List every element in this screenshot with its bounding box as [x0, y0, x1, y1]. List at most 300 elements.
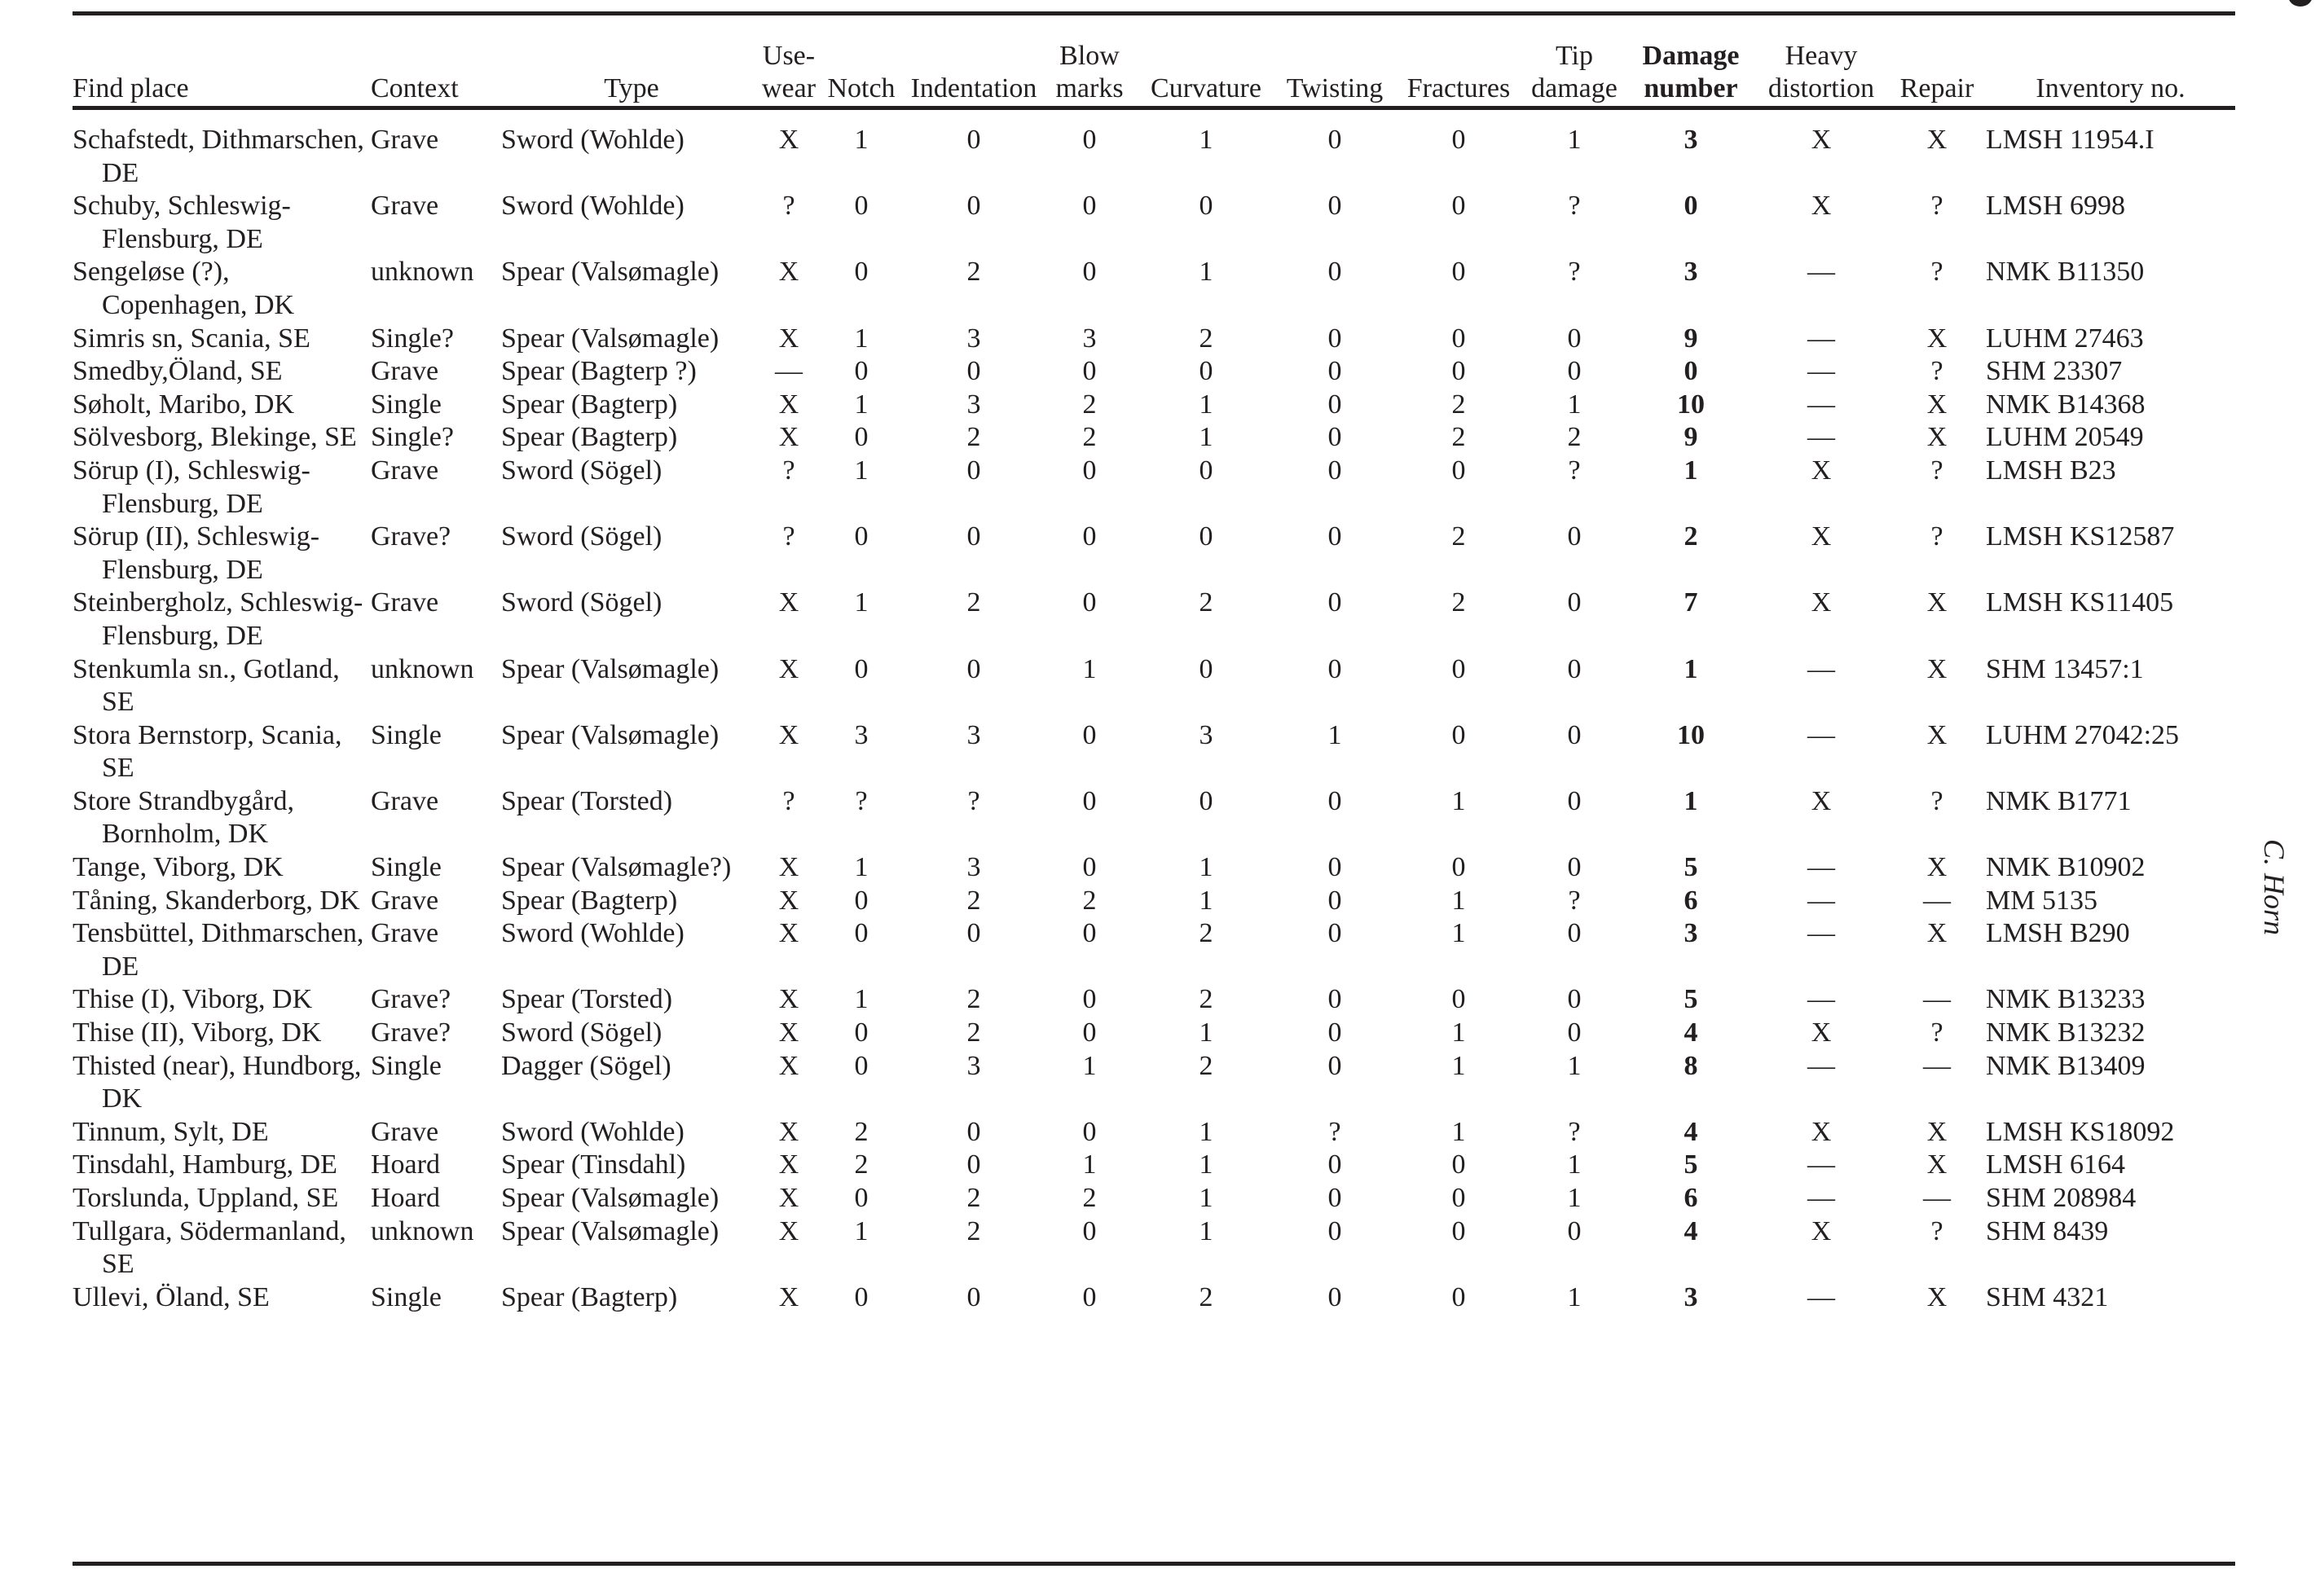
cell-repair: ?	[1930, 785, 1943, 816]
cell-heavy-distortion: —	[1807, 984, 1835, 1015]
cell-damage-number: 3	[1684, 257, 1698, 288]
cell-curvature: 2	[1199, 323, 1213, 354]
cell-find-place: Sörup (II), Schleswig-Flensburg, DE	[73, 521, 320, 585]
cell-tip-damage: 0	[1567, 918, 1582, 949]
cell-notch: 1	[854, 389, 869, 420]
cell-context: Grave?	[371, 521, 451, 552]
cell-type: Spear (Torsted)	[501, 984, 673, 1015]
cell-curvature: 1	[1199, 1215, 1213, 1246]
cell-type: Spear (Tinsdahl)	[501, 1149, 686, 1180]
cell-heavy-distortion: —	[1807, 1050, 1835, 1081]
cell-inventory-no: LUHM 20549	[1986, 422, 2144, 453]
cell-repair: X	[1926, 1281, 1948, 1312]
cell-use-wear: X	[778, 653, 799, 684]
cell-find-place: Schuby, Schleswig-Flensburg, DE	[73, 191, 291, 254]
cell-blow-marks: 0	[1082, 191, 1097, 222]
cell-blow-marks: 0	[1082, 918, 1097, 949]
cell-context: Grave	[371, 125, 439, 155]
cell-notch: 0	[854, 653, 869, 684]
header-row	[73, 15, 2235, 112]
cell-notch: 0	[854, 1183, 869, 1213]
cell-twisting: 0	[1327, 455, 1342, 486]
cell-use-wear: X	[778, 389, 799, 420]
cell-type: Spear (Bagterp ?)	[501, 356, 697, 387]
cell-indentation: 2	[966, 587, 981, 618]
cell-use-wear: X	[778, 852, 799, 883]
cell-curvature: 1	[1199, 125, 1213, 155]
col-header-type: Type	[604, 73, 659, 104]
cell-curvature: 1	[1199, 1116, 1213, 1147]
cell-notch: 1	[854, 455, 869, 486]
cell-inventory-no: NMK B10902	[1986, 852, 2146, 883]
table-row	[73, 1281, 2235, 1315]
cell-indentation: 0	[966, 125, 981, 155]
cell-notch: 0	[854, 257, 869, 288]
cell-twisting: 0	[1327, 323, 1342, 354]
cell-find-place: Simris sn, Scania, SE	[73, 323, 310, 354]
cell-find-place: Sölvesborg, Blekinge, SE	[73, 422, 357, 453]
cell-type: Spear (Bagterp)	[501, 389, 678, 420]
cell-context: Single?	[371, 422, 454, 453]
cell-use-wear: X	[778, 125, 799, 155]
cell-repair: ?	[1930, 1017, 1943, 1048]
cell-use-wear: X	[778, 1050, 799, 1081]
table-row	[73, 587, 2235, 653]
cell-blow-marks: 0	[1082, 521, 1097, 552]
cell-fractures: 0	[1451, 1149, 1466, 1180]
cell-context: Single	[371, 389, 442, 420]
table-row	[73, 355, 2235, 389]
cell-context: Grave	[371, 455, 439, 486]
cell-inventory-no: SHM 13457:1	[1986, 653, 2144, 684]
cell-repair: —	[1923, 1050, 1951, 1081]
cell-type: Sword (Sögel)	[501, 587, 662, 618]
cell-twisting: 0	[1327, 1183, 1342, 1213]
cell-type: Spear (Valsømagle)	[501, 653, 720, 684]
cell-notch: 0	[854, 1017, 869, 1048]
table-row	[73, 1215, 2235, 1281]
cell-heavy-distortion: —	[1807, 422, 1835, 453]
cell-heavy-distortion: —	[1807, 257, 1835, 288]
cell-use-wear: X	[778, 1183, 799, 1213]
cell-tip-damage: 0	[1567, 1017, 1582, 1048]
cell-notch: 1	[854, 852, 869, 883]
cell-twisting: 0	[1327, 1149, 1342, 1180]
cell-indentation: 0	[966, 1116, 981, 1147]
cell-twisting: 0	[1327, 984, 1342, 1015]
cell-repair: X	[1926, 918, 1948, 949]
cell-inventory-no: SHM 208984	[1986, 1183, 2137, 1213]
cell-type: Spear (Valsømagle)	[501, 1183, 720, 1213]
cell-curvature: 0	[1199, 191, 1213, 222]
cell-use-wear: X	[778, 422, 799, 453]
cell-fractures: 0	[1451, 191, 1466, 222]
cell-fractures: 0	[1451, 852, 1466, 883]
cell-heavy-distortion: X	[1811, 125, 1832, 155]
cell-heavy-distortion: X	[1811, 1116, 1832, 1147]
cell-inventory-no: NMK B1771	[1986, 785, 2132, 816]
cell-indentation: 2	[966, 1017, 981, 1048]
cell-repair: —	[1923, 1183, 1951, 1213]
cell-twisting: 0	[1327, 1050, 1342, 1081]
cell-type: Sword (Sögel)	[501, 455, 662, 486]
table-row	[73, 421, 2235, 455]
cell-indentation: 2	[966, 1183, 981, 1213]
cell-type: Spear (Bagterp)	[501, 1281, 678, 1312]
cell-inventory-no: MM 5135	[1986, 885, 2097, 916]
cell-damage-number: 3	[1684, 918, 1698, 949]
cell-inventory-no: LMSH B23	[1986, 455, 2116, 486]
damage-analysis-table	[73, 15, 2235, 1314]
cell-damage-number: 3	[1684, 125, 1698, 155]
col-header-find-place: Find place	[73, 73, 189, 104]
cell-notch: 1	[854, 587, 869, 618]
cell-notch: 0	[854, 1281, 869, 1312]
cell-twisting: 0	[1327, 1281, 1342, 1312]
cell-inventory-no: SHM 8439	[1986, 1215, 2109, 1246]
col-header-repair: Repair	[1899, 73, 1974, 104]
cell-damage-number: 4	[1684, 1215, 1698, 1246]
cell-repair: X	[1926, 323, 1948, 354]
cell-heavy-distortion: —	[1807, 719, 1835, 750]
cell-tip-damage: 0	[1567, 356, 1582, 387]
col-header-indentation: Indentation	[910, 73, 1037, 104]
cell-repair: X	[1926, 125, 1948, 155]
cell-fractures: 0	[1451, 125, 1466, 155]
cell-blow-marks: 0	[1082, 455, 1097, 486]
cell-tip-damage: 1	[1567, 1281, 1582, 1312]
cell-notch: 0	[854, 356, 869, 387]
col-header-blow-marks: Blow marks	[1055, 40, 1124, 104]
col-header-context: Context	[371, 73, 459, 104]
cell-repair: X	[1926, 852, 1948, 883]
table-body	[73, 112, 2235, 1314]
cell-damage-number: 5	[1684, 1149, 1698, 1180]
cell-tip-damage: 1	[1567, 1149, 1582, 1180]
page-edge-mark	[2288, 0, 2313, 7]
cell-fractures: 1	[1451, 1050, 1466, 1081]
cell-fractures: 0	[1451, 984, 1466, 1015]
cell-type: Sword (Wohlde)	[501, 191, 684, 222]
cell-heavy-distortion: X	[1811, 1017, 1832, 1048]
cell-fractures: 1	[1451, 918, 1466, 949]
cell-fractures: 0	[1451, 323, 1466, 354]
cell-curvature: 2	[1199, 1050, 1213, 1081]
cell-find-place: Tinnum, Sylt, DE	[73, 1116, 269, 1147]
cell-curvature: 3	[1199, 719, 1213, 750]
cell-inventory-no: LMSH 6998	[1986, 191, 2125, 222]
cell-type: Dagger (Sögel)	[501, 1050, 671, 1081]
cell-find-place: Tinsdahl, Hamburg, DE	[73, 1149, 337, 1180]
cell-blow-marks: 0	[1082, 587, 1097, 618]
cell-curvature: 0	[1199, 521, 1213, 552]
cell-fractures: 0	[1451, 719, 1466, 750]
cell-blow-marks: 2	[1082, 422, 1097, 453]
cell-blow-marks: 0	[1082, 719, 1097, 750]
cell-damage-number: 1	[1684, 455, 1698, 486]
cell-find-place: Torslunda, Uppland, SE	[73, 1183, 339, 1213]
cell-type: Spear (Valsømagle)	[501, 257, 720, 288]
cell-heavy-distortion: X	[1811, 1215, 1832, 1246]
cell-inventory-no: NMK B13232	[1986, 1017, 2146, 1048]
cell-fractures: 0	[1451, 356, 1466, 387]
cell-inventory-no: LMSH 6164	[1986, 1149, 2125, 1180]
cell-use-wear: —	[775, 356, 803, 387]
cell-heavy-distortion: —	[1807, 852, 1835, 883]
cell-context: Single?	[371, 323, 454, 354]
cell-twisting: 0	[1327, 653, 1342, 684]
cell-blow-marks: 0	[1082, 1017, 1097, 1048]
table-row	[73, 256, 2235, 322]
cell-indentation: 0	[966, 455, 981, 486]
table-row	[73, 851, 2235, 885]
cell-damage-number: 10	[1677, 389, 1705, 420]
table-row	[73, 983, 2235, 1017]
cell-inventory-no: SHM 4321	[1986, 1281, 2109, 1312]
cell-context: Grave	[371, 885, 439, 916]
cell-fractures: 1	[1451, 1017, 1466, 1048]
cell-type: Spear (Valsømagle)	[501, 323, 720, 354]
cell-indentation: 0	[966, 918, 981, 949]
cell-type: Sword (Wohlde)	[501, 1116, 684, 1147]
cell-fractures: 2	[1451, 422, 1466, 453]
cell-indentation: 3	[966, 719, 981, 750]
cell-repair: X	[1926, 719, 1948, 750]
cell-twisting: 0	[1327, 1017, 1342, 1048]
cell-notch: 0	[854, 1050, 869, 1081]
cell-inventory-no: LUHM 27463	[1986, 323, 2144, 354]
cell-tip-damage: 0	[1567, 521, 1582, 552]
cell-use-wear: X	[778, 1017, 799, 1048]
col-header-damage-number: Damage number	[1642, 40, 1740, 104]
cell-repair: X	[1926, 422, 1948, 453]
cell-twisting: 1	[1327, 719, 1342, 750]
cell-notch: 1	[854, 1215, 869, 1246]
col-header-curvature: Curvature	[1151, 73, 1261, 104]
cell-twisting: 0	[1327, 191, 1342, 222]
cell-type: Spear (Valsømagle?)	[501, 852, 732, 883]
table-row	[73, 190, 2235, 256]
cell-find-place: Steinbergholz, Schleswig-Flensburg, DE	[73, 587, 363, 651]
cell-fractures: 0	[1451, 1281, 1466, 1312]
cell-damage-number: 5	[1684, 852, 1698, 883]
cell-notch: 0	[854, 521, 869, 552]
cell-fractures: 2	[1451, 521, 1466, 552]
cell-curvature: 2	[1199, 587, 1213, 618]
cell-tip-damage: 1	[1567, 1183, 1582, 1213]
cell-tip-damage: 0	[1567, 719, 1582, 750]
table-row	[73, 1116, 2235, 1149]
table-row	[73, 521, 2235, 587]
cell-blow-marks: 2	[1082, 885, 1097, 916]
cell-heavy-distortion: X	[1811, 191, 1832, 222]
cell-context: Hoard	[371, 1183, 440, 1213]
cell-blow-marks: 0	[1082, 1215, 1097, 1246]
cell-heavy-distortion: —	[1807, 1281, 1835, 1312]
cell-context: Grave	[371, 785, 439, 816]
cell-fractures: 1	[1451, 885, 1466, 916]
cell-twisting: 0	[1327, 125, 1342, 155]
cell-blow-marks: 0	[1082, 785, 1097, 816]
cell-type: Spear (Valsømagle)	[501, 719, 720, 750]
cell-damage-number: 6	[1684, 885, 1698, 916]
cell-use-wear: X	[778, 719, 799, 750]
cell-tip-damage: ?	[1568, 191, 1581, 222]
cell-type: Spear (Bagterp)	[501, 422, 678, 453]
table-bottom-rule	[73, 1562, 2235, 1566]
cell-heavy-distortion: —	[1807, 389, 1835, 420]
cell-use-wear: ?	[782, 785, 795, 816]
cell-tip-damage: ?	[1568, 885, 1581, 916]
cell-twisting: 0	[1327, 1215, 1342, 1246]
cell-damage-number: 6	[1684, 1183, 1698, 1213]
cell-damage-number: 4	[1684, 1116, 1698, 1147]
cell-context: Grave?	[371, 984, 451, 1015]
cell-context: Single	[371, 1050, 442, 1081]
cell-tip-damage: 2	[1567, 422, 1582, 453]
cell-indentation: 0	[966, 1149, 981, 1180]
cell-fractures: 2	[1451, 587, 1466, 618]
cell-notch: 0	[854, 191, 869, 222]
cell-repair: X	[1926, 653, 1948, 684]
cell-find-place: Store Strandbygård, Bornholm, DK	[73, 785, 294, 850]
cell-inventory-no: LMSH B290	[1986, 918, 2130, 949]
cell-repair: —	[1923, 984, 1951, 1015]
cell-fractures: 0	[1451, 1215, 1466, 1246]
cell-twisting: 0	[1327, 257, 1342, 288]
cell-inventory-no: LUHM 27042:25	[1986, 719, 2180, 750]
table-row	[73, 1017, 2235, 1050]
cell-blow-marks: 3	[1082, 323, 1097, 354]
table-row	[73, 1149, 2235, 1182]
cell-indentation: 2	[966, 984, 981, 1015]
cell-context: Grave	[371, 191, 439, 222]
col-header-fractures: Fractures	[1406, 73, 1511, 104]
cell-twisting: 0	[1327, 389, 1342, 420]
cell-repair: ?	[1930, 455, 1943, 486]
cell-use-wear: ?	[782, 191, 795, 222]
cell-tip-damage: ?	[1568, 1116, 1581, 1147]
cell-use-wear: X	[778, 984, 799, 1015]
table-row	[73, 653, 2235, 719]
col-header-tip-damage: Tip damage	[1531, 40, 1618, 104]
cell-tip-damage: ?	[1568, 257, 1581, 288]
col-header-twisting: Twisting	[1286, 73, 1384, 104]
running-head-author: C. Horn	[2258, 839, 2291, 936]
cell-find-place: Stora Bernstorp, Scania, SE	[73, 719, 342, 784]
cell-damage-number: 10	[1677, 719, 1705, 750]
cell-inventory-no: SHM 23307	[1986, 356, 2123, 387]
cell-tip-damage: 1	[1567, 1050, 1582, 1081]
cell-damage-number: 1	[1684, 785, 1698, 816]
cell-find-place: Tåning, Skanderborg, DK	[73, 885, 360, 916]
cell-inventory-no: NMK B13233	[1986, 984, 2146, 1015]
cell-inventory-no: NMK B11350	[1986, 257, 2145, 288]
cell-find-place: Thisted (near), Hundborg, DK	[73, 1050, 362, 1114]
cell-blow-marks: 0	[1082, 984, 1097, 1015]
cell-heavy-distortion: X	[1811, 587, 1832, 618]
cell-heavy-distortion: X	[1811, 455, 1832, 486]
table-row	[73, 1182, 2235, 1215]
cell-repair: —	[1923, 885, 1951, 916]
cell-heavy-distortion: —	[1807, 653, 1835, 684]
cell-context: Grave	[371, 356, 439, 387]
cell-curvature: 1	[1199, 1183, 1213, 1213]
cell-notch: 0	[854, 422, 869, 453]
cell-curvature: 1	[1199, 852, 1213, 883]
cell-tip-damage: 0	[1567, 587, 1582, 618]
cell-tip-damage: 0	[1567, 984, 1582, 1015]
cell-inventory-no: LMSH KS11405	[1986, 587, 2174, 618]
cell-twisting: 0	[1327, 521, 1342, 552]
cell-find-place: Schafstedt, Dithmarschen, DE	[73, 125, 364, 188]
cell-inventory-no: LMSH KS12587	[1986, 521, 2175, 552]
cell-indentation: 0	[966, 191, 981, 222]
cell-twisting: 0	[1327, 356, 1342, 387]
cell-twisting: 0	[1327, 852, 1342, 883]
cell-blow-marks: 1	[1082, 1050, 1097, 1081]
cell-find-place: Smedby,Öland, SE	[73, 356, 283, 387]
cell-use-wear: X	[778, 1215, 799, 1246]
cell-context: unknown	[371, 1215, 474, 1246]
cell-curvature: 1	[1199, 1149, 1213, 1180]
cell-heavy-distortion: —	[1807, 1183, 1835, 1213]
cell-use-wear: ?	[782, 521, 795, 552]
cell-blow-marks: 1	[1082, 653, 1097, 684]
cell-inventory-no: LMSH 11954.I	[1986, 125, 2155, 155]
cell-context: Grave	[371, 918, 439, 949]
cell-damage-number: 4	[1684, 1017, 1698, 1048]
cell-find-place: Søholt, Maribo, DK	[73, 389, 294, 420]
cell-find-place: Thise (I), Viborg, DK	[73, 984, 313, 1015]
cell-curvature: 0	[1199, 455, 1213, 486]
cell-tip-damage: ?	[1568, 455, 1581, 486]
cell-use-wear: X	[778, 323, 799, 354]
cell-indentation: 3	[966, 323, 981, 354]
cell-notch: 1	[854, 125, 869, 155]
cell-find-place: Stenkumla sn., Gotland, SE	[73, 653, 340, 718]
cell-damage-number: 2	[1684, 521, 1698, 552]
cell-heavy-distortion: X	[1811, 785, 1832, 816]
table-row	[73, 917, 2235, 983]
cell-repair: ?	[1930, 356, 1943, 387]
cell-tip-damage: 0	[1567, 785, 1582, 816]
cell-heavy-distortion: —	[1807, 885, 1835, 916]
cell-use-wear: X	[778, 1149, 799, 1180]
cell-damage-number: 8	[1684, 1050, 1698, 1081]
cell-blow-marks: 2	[1082, 1183, 1097, 1213]
cell-damage-number: 9	[1684, 422, 1698, 453]
cell-type: Spear (Torsted)	[501, 785, 673, 816]
cell-blow-marks: 0	[1082, 125, 1097, 155]
cell-notch: 0	[854, 885, 869, 916]
cell-indentation: 0	[966, 521, 981, 552]
cell-repair: X	[1926, 389, 1948, 420]
cell-type: Sword (Sögel)	[501, 521, 662, 552]
cell-notch: 1	[854, 323, 869, 354]
cell-tip-damage: 1	[1567, 389, 1582, 420]
cell-use-wear: ?	[782, 455, 795, 486]
cell-tip-damage: 0	[1567, 1215, 1582, 1246]
cell-heavy-distortion: —	[1807, 356, 1835, 387]
cell-context: Grave	[371, 587, 439, 618]
col-header-use-wear: Use- wear	[762, 40, 816, 104]
col-header-notch: Notch	[827, 73, 896, 104]
cell-tip-damage: 0	[1567, 852, 1582, 883]
cell-curvature: 1	[1199, 389, 1213, 420]
cell-fractures: 1	[1451, 785, 1466, 816]
cell-context: Grave?	[371, 1017, 451, 1048]
